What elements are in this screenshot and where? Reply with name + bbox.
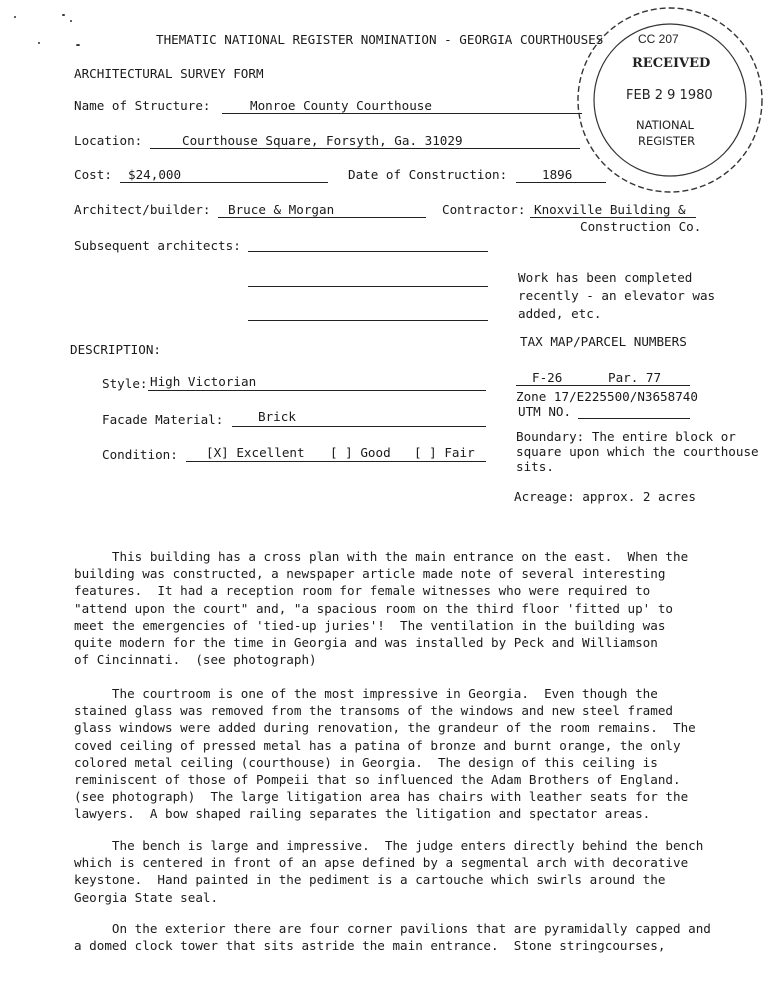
date-value: 1896 <box>542 167 573 182</box>
date-underline <box>516 182 606 183</box>
contractor-value-1: Knoxville Building & <box>534 202 686 217</box>
contractor-underline <box>530 217 696 218</box>
acreage: Acreage: approx. 2 acres <box>514 489 696 504</box>
style-label: Style: <box>102 376 148 391</box>
paragraph-line: which is centered in front of an apse defined by a segmental arch with decorative <box>74 855 689 871</box>
paragraph-line: of Cincinnati. (see photograph) <box>74 652 317 668</box>
paragraph-line: quite modern for the time in Georgia and was installed by Peck and Williamson <box>74 635 658 651</box>
paragraph-4 <box>74 920 711 954</box>
name-label: Name of Structure: <box>74 98 211 113</box>
form-title: ARCHITECTURAL SURVEY FORM <box>74 66 264 81</box>
scan-speck <box>62 14 65 16</box>
condition-label: Condition: <box>102 447 178 462</box>
subsequent-underline-3 <box>248 320 488 321</box>
paragraph-line: building was constructed, a newspaper article made note of several interesting <box>74 566 666 582</box>
subsequent-label: Subsequent architects: <box>74 238 241 253</box>
paragraph-1 <box>74 548 704 668</box>
paragraph-line: a domed clock tower that sits astride the main entrance. Stone stringcourses, <box>74 938 666 954</box>
name-underline <box>222 113 582 114</box>
utm-label: UTM NO. <box>518 404 572 419</box>
location-underline <box>150 148 580 149</box>
scan-speck <box>70 20 72 22</box>
contractor-label: Contractor: <box>442 202 526 217</box>
contractor-value-2: Construction Co. <box>580 219 702 234</box>
paragraph-line: (see photograph) The large litigation area has chairs with leather seats for the <box>74 789 689 805</box>
scan-speck <box>38 42 40 44</box>
work-note-2: recently - an elevator was <box>518 288 716 303</box>
paragraph-line: Georgia State seal. <box>74 889 219 905</box>
paragraph-line: features. It had a reception room for female witnesses who were required to <box>74 583 651 599</box>
style-value: High Victorian <box>150 374 257 389</box>
boundary-line-2: square upon which the courthouse <box>516 444 759 459</box>
paragraph-3 <box>74 837 704 906</box>
paragraph-line: The courtroom is one of the most impressive in Georgia. Even though the <box>74 686 658 701</box>
paragraph-line: "attend upon the court" and, "a spacious room on the third floor 'fitted up' to <box>74 600 673 616</box>
scan-speck <box>14 16 16 18</box>
paragraph-line: coved ceiling of pressed metal has a patina of bronze and burnt orange, the only <box>74 737 681 753</box>
tax-title: TAX MAP/PARCEL NUMBERS <box>520 334 687 349</box>
paragraph-line: glass windows were added during renovation, the grandeur of the room remains. The <box>74 720 696 736</box>
paragraph-line: reminiscent of those of Pompeii that so influenced the Adam Brothers of England. <box>74 772 681 788</box>
condition-underline <box>186 461 486 462</box>
parcel-value: F-26 <box>532 370 563 385</box>
paragraph-line: The bench is large and impressive. The judge enters directly behind the bench <box>74 838 704 853</box>
architect-underline <box>218 217 426 218</box>
facade-label: Facade Material: <box>102 412 224 427</box>
paragraph-line: stained glass was removed from the transoms of the windows and new steel framed <box>74 703 673 719</box>
architect-label: Architect/builder: <box>74 202 211 217</box>
style-underline <box>148 390 486 391</box>
location-label: Location: <box>74 133 143 148</box>
paragraph-line: This building has a cross plan with the main entrance on the east. When the <box>74 549 689 564</box>
boundary-line-3: sits. <box>516 459 554 474</box>
received-stamp <box>560 0 772 210</box>
stamp-date: FEB 2 9 1980 <box>626 88 713 103</box>
facade-value: Brick <box>258 409 296 424</box>
condition-fair: [ ] Fair <box>414 445 475 460</box>
work-note-3: added, etc. <box>518 306 602 321</box>
boundary-line-1: Boundary: The entire block or <box>516 429 736 444</box>
description-label: DESCRIPTION: <box>70 342 161 357</box>
stamp-national: NATIONAL <box>636 118 694 132</box>
paragraph-line: On the exterior there are four corner pavilions that are pyramidally capped and <box>74 921 711 936</box>
paragraph-line: lawyers. A bow shaped railing separates the litigation and spectator areas. <box>74 806 651 822</box>
stamp-code: CC 207 <box>638 32 679 46</box>
scan-speck <box>76 44 80 46</box>
subsequent-underline-1 <box>248 251 488 252</box>
cost-label: Cost: <box>74 167 112 182</box>
parcel-underline <box>516 385 690 386</box>
date-label: Date of Construction: <box>348 167 508 182</box>
zone-value: Zone 17/E225500/N3658740 <box>516 389 698 404</box>
cost-underline <box>120 182 328 183</box>
work-note-1: Work has been completed <box>518 270 693 285</box>
subsequent-underline-2 <box>248 286 488 287</box>
cost-value: $24,000 <box>128 167 182 182</box>
condition-good: [ ] Good <box>330 445 391 460</box>
architect-value: Bruce & Morgan <box>228 202 335 217</box>
facade-underline <box>232 426 486 427</box>
stamp-received: RECEIVED <box>632 56 711 71</box>
name-value: Monroe County Courthouse <box>250 98 432 113</box>
location-value: Courthouse Square, Forsyth, Ga. 31029 <box>182 133 463 148</box>
paragraph-2 <box>74 685 704 823</box>
stamp-register: REGISTER <box>638 134 696 148</box>
paragraph-line: colored metal ceiling (courthouse) in Georgia. The design of this ceiling is <box>74 754 658 770</box>
par-value: Par. 77 <box>608 370 662 385</box>
condition-excellent: [X] Excellent <box>206 445 305 460</box>
page-title: THEMATIC NATIONAL REGISTER NOMINATION - GEORGIA COURTHOUSES <box>156 32 604 47</box>
paragraph-line: meet the emergencies of 'tied-up juries'! The ventilation in the building was <box>74 617 666 633</box>
paragraph-line: keystone. Hand painted in the pediment is a cartouche which swirls around the <box>74 872 666 888</box>
utm-underline <box>578 418 690 419</box>
